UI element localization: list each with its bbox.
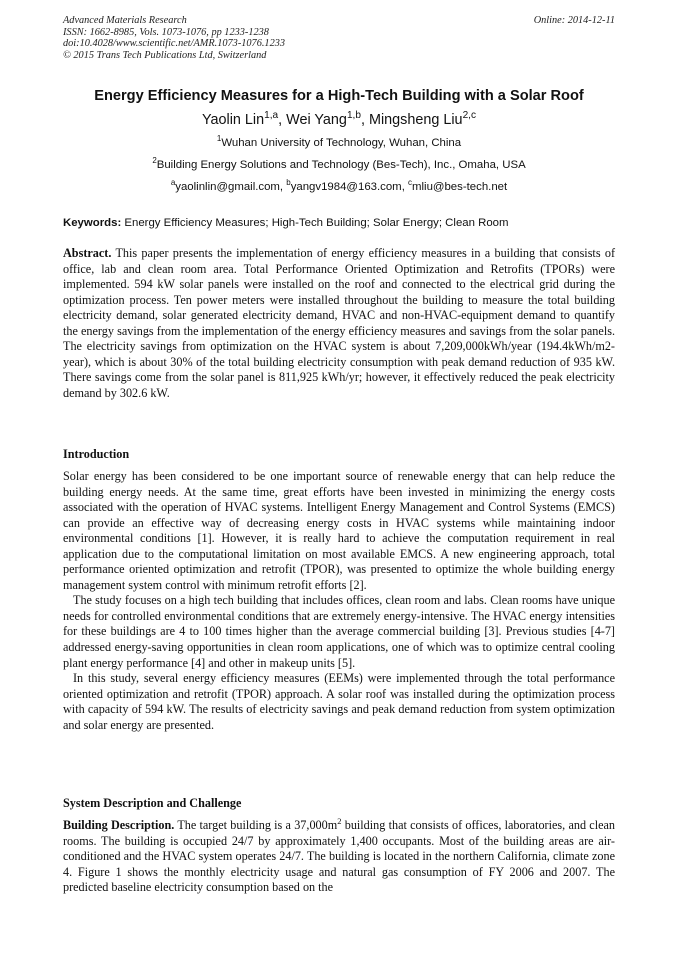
abstract [63, 246, 615, 401]
doi-line: doi:10.4028/www.scientific.net/AMR.1073-1076.1233 [63, 38, 286, 50]
author-affiliation-mark: 1,b [346, 110, 361, 122]
journal-name: Advanced Materials Research [63, 15, 187, 26]
affiliation-2 [40, 156, 638, 171]
email-address: mliu@bes-tech.net [412, 181, 508, 193]
area-unit-exponent: 2 [337, 815, 342, 826]
section-heading-system: System Description and Challenge [63, 796, 242, 810]
keywords-text: Energy Efficiency Measures; High-Tech Building; Solar Energy; Clean Room [124, 217, 509, 229]
building-description [63, 815, 615, 896]
paragraph: Solar energy has been considered to be one important source of renewable energy that can help reduce the building energy needs. At the same time, great efforts have been invested in minimizing the energy costs associated with the operation of HVAC systems. Intelligent Energy Management and Control Systems (EMCS) can provide an effective way of decreasing energy costs in HVAC systems while maintaining indoor environmental conditions [1]. However, it is really hard to achieve the computation requirement in real application due to the computational limitation on most available EMCS. A new engineering approach, total performance oriented optimization and retrofit (TPOR), was presented to optimize the whole building energy management system control with minimum retrofit efforts [2]. [63, 469, 615, 592]
author-separator: , [278, 112, 287, 128]
email-mark: c [408, 178, 413, 188]
building-label: Building Description. [63, 818, 175, 832]
author-affiliation-mark: 1,a [264, 110, 279, 122]
affiliation-text: Wuhan University of Technology, Wuhan, China [221, 137, 462, 149]
section-heading-introduction: Introduction [63, 447, 130, 461]
affiliation-mark: 2 [152, 156, 157, 166]
author-affiliation-mark: 2,c [462, 110, 477, 122]
author-name: Mingsheng Liu [368, 112, 463, 128]
paper-title: Energy Efficiency Measures for a High-Tech Building with a Solar Roof [94, 88, 584, 104]
author-name: Yaolin Lin [201, 112, 265, 128]
building-text: The target building is a 37,000m [177, 818, 338, 832]
journal-header [63, 15, 615, 61]
email-separator: , [401, 181, 409, 193]
affiliation-mark: 1 [216, 134, 222, 144]
abstract-text: This paper presents the implementation of energy efficiency measures in a building that consists of office, lab and clean room area. Total Performance Oriented Optimization and Retrofits (TPORs) were implemented. 594 kW solar panels were installed on the roof and connected to the electrical grid during the optimization process. Ten power meters were installed throughout the building to measure the total building electricity demand, solar generated electricity demand, HVAC and non-HVAC-equipment demand to quantify the energy savings from the implementation of the energy efficiency measures and savings from the solar panels. The electricity savings from optimization on the HVAC system is about 7,209,000kWh/year (194.4kWh/m2-year), which is about 30% of the total building electricity consumption with peak demand reduction of 935 kW. There savings come from the solar panel is 811,925 kWh/yr; however, it effectively reduced the peak electricity demand by 302.6 kW. [63, 246, 616, 400]
email-separator: , [279, 181, 287, 193]
email-mark: a [170, 178, 176, 188]
email-line [40, 178, 638, 193]
abstract-label: Abstract. [63, 246, 112, 260]
building-text-continued: building that consists of offices, laboratories, and clean rooms. The building is occupied 24/7 by approximately 1,400 occupants. Most of the building areas are air-conditioned and the HVAC system operates 24/7. The building is located in the northern California, climate zone 4. Figure 1 shows the monthly electricity usage and natural gas consumption of FY 2006 and 2007. The predicted baseline electricity consumption based on the [63, 818, 615, 895]
paragraph: The study focuses on a high tech building that includes offices, clean room and labs. Clean rooms have unique needs for controlled environmental conditions that are extremely energy-intensive. The HVAC energy intensities for these buildings are 4 to 100 times higher than the average commercial building [3]. Previous studies [4-7] addressed energy-saving opportunities in clean room applications, one of which was to optimize central cooling plant energy performance [4] and other in makeup units [5]. [63, 593, 615, 670]
introduction-body [63, 469, 615, 733]
issn-line: ISSN: 1662-8985, Vols. 1073-1076, pp 1233-1238 [63, 26, 269, 38]
paragraph: In this study, several energy efficiency measures (EEMs) were implemented through the total performance oriented optimization and retrofit (TPOR) approach. A solar roof was installed during the optimization process with capacity of 594 kW. The results of electricity savings and peak demand reduction from system optimization and solar energy are presented. [63, 671, 615, 732]
author-name: Wei Yang [286, 112, 347, 128]
keywords-label: Keywords: [63, 217, 122, 229]
online-date: Online: 2014-12-11 [533, 15, 615, 26]
copyright-line: © 2015 Trans Tech Publications Ltd, Switzerland [63, 49, 267, 61]
email-address: yaolinlin@gmail.com [175, 181, 280, 193]
email-address: yangv1984@163.com [290, 181, 402, 193]
author-list [40, 112, 638, 128]
affiliation-1 [40, 134, 638, 149]
keywords [63, 217, 615, 229]
email-mark: b [286, 178, 291, 188]
author-separator: , [360, 112, 369, 128]
affiliation-text: Building Energy Solutions and Technology (Bes-Tech), Inc., Omaha, USA [156, 159, 526, 171]
